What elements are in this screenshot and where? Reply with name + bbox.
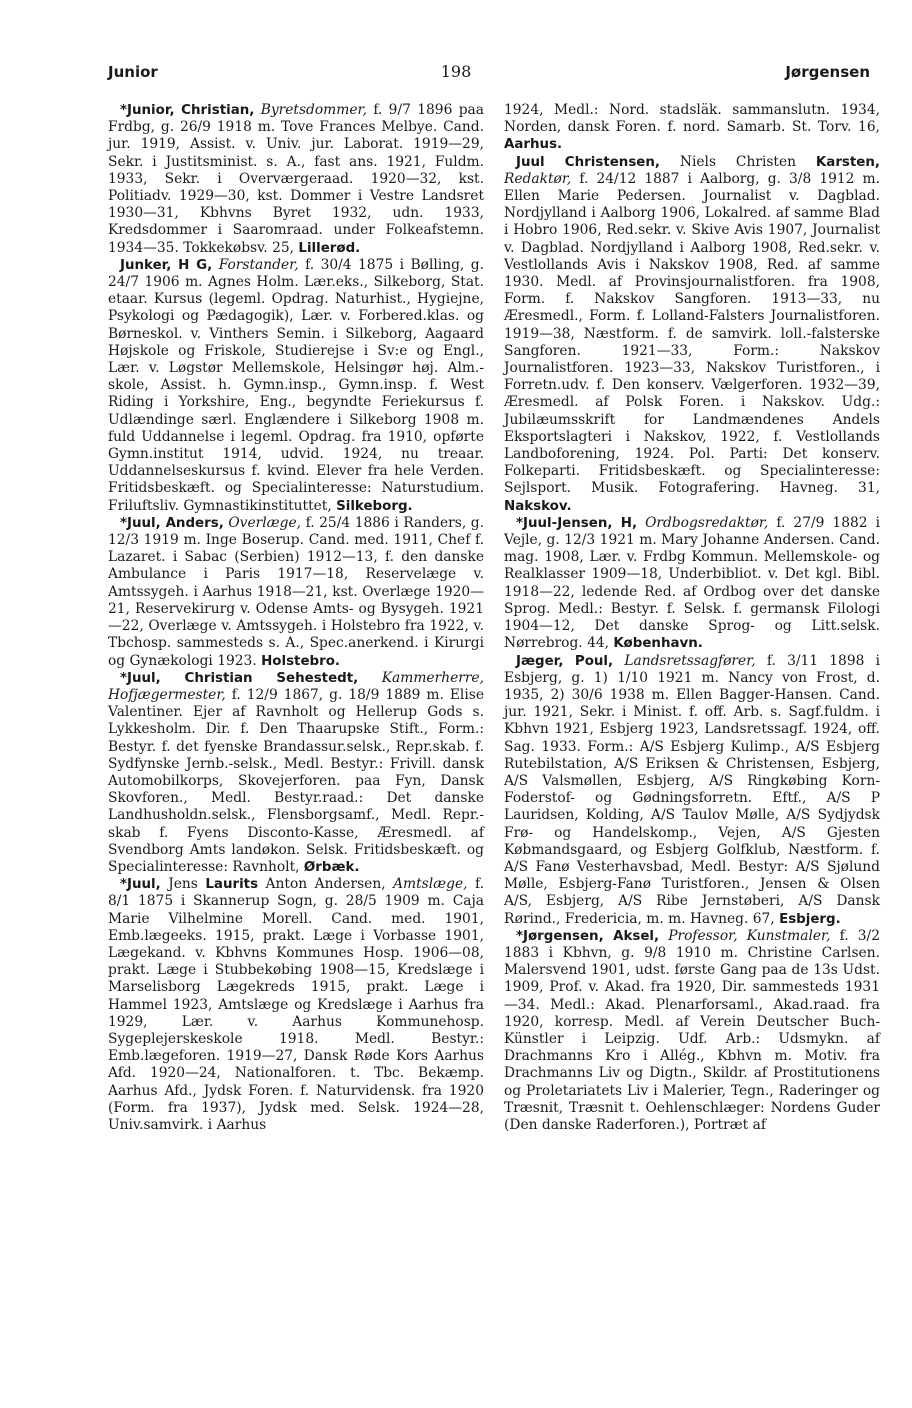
entry-text: Jens	[160, 876, 206, 893]
entry-juul-jens-laurits	[108, 876, 484, 1134]
entry-text-2: Anton Andersen,	[258, 876, 394, 893]
running-head-left: Junior	[108, 63, 158, 81]
entry-text: f. 12/9 1867, g. 18/9 1889 m. Elise Valentiner. Ejer af Ravnholt og Hellerup Gods s. Lykkesholm. Dir. f. Den Thaarupske Stift., Form.: Bestyr. f. det fyenske Brandassur.selsk., Repr.skab. f. Sydfynske Jernb.-selsk., Medl. Bestyr.: Frivill. dansk Automobilkorps, Skovejerforen. paa Fyn, Dansk Skovforen., Medl. Bestyr.raad.: Det danske Landhusholdn.selsk., Flensborgsamf., Medl. Repr.-skab f. Fyens Disconto-Kasse, Æresmedl. af Svendborg Amts landøkon. Selsk. Fritidsbeskæft. og Specialinteresse: Ravnholt,	[108, 686, 484, 875]
entry-name: *Juul,	[120, 877, 161, 893]
entry-juul-anders	[108, 515, 484, 670]
entry-jorgensen-aksel	[504, 928, 880, 1134]
entry-title: Byretsdommer,	[260, 102, 367, 118]
entry-city: Esbjerg.	[779, 911, 841, 927]
entry-city: Lillerød.	[298, 240, 361, 256]
entry-text-2: f. 24/12 1887 i Aalborg, g. 3/8 1912 m. Ellen Marie Pedersen. Journalist v. Dagblad. Nordjylland i Aalborg 1906, Lokalred. af samme Blad i Hobro 1906, Red.sekr. v. Skive Avis 1907, Journalist v. Dagblad. Nordjylland i Aalborg 1908, Red.sekr. v. Vestlollands Avis i Nakskov 1908, Red. af samme 1930. Medl. af Provinsjournalistforen. fra 1908, Form. f. Nakskov Sangforen. 1913—33, nu Æresmedl., Form. f. Lolland-Falsters Journalistforen. 1919—38, Næstform. f. de samvirk. loll.-falsterske Sangforen. 1921—33, Form.: Nakskov Journalistforen. 1923—33, Nakskov Turistforen., i Forretn.udv. f. Den konserv. Vælgerforen. 1932—39, Æresmedl. af Polsk Foren. i Nakskov. Udg.: Jubilæumsskrift for Landmændenes Andels Eksportslagteri i Nakskov, 1922, f. Vestlollands Landboforening, 1924. Pol. Parti: Det konserv. Folkeparti. Fritidsbeskæft. og Specialinteresse: Sejlsport. Musik. Fotografering. Havneg. 31,	[504, 170, 880, 497]
entry-title: Landsretssagfører,	[624, 652, 756, 669]
running-head-right: Jørgensen	[785, 63, 870, 81]
entry-text: f. 27/9 1882 i Vejle, g. 12/3 1921 m. Mary Johanne Andersen. Cand. mag. 1908, Lær. v. Frdbg Kommun. Mellemskole- og Realklasser 1909—18, Underbibliot. v. Det kgl. Bibl. 1918—22, ledende Red. af Ordbog over det danske Sprog. Medl.: Bestyr. f. Selsk. f. germansk Filologi 1904—12, Det danske Sprog- og Litt.selsk. Nørrebrog. 44,	[504, 514, 880, 652]
entry-text: f. 9/7 1896 paa Frdbg, g. 26/9 1918 m. Tove Frances Melbye. Cand. jur. 1919, Assist. v. Univ. jur. Laborat. 1919—29, Sekr. i Justitsminist. s. A., fast ans. 1921, Fuldm. 1933, Sekr. i Overværgeraad. 1920—32, kst. Politiadv. 1929—30, kst. Dommer i Vestre Landsret 1930—31, Kbhvns Byret 1932, udn. 1933, Kredsdommer i Saaromraad. under Folkeafstemn. 1934—35. Tokkekøbsv. 25,	[108, 102, 484, 256]
entry-title: Forstander,	[218, 256, 299, 273]
entry-text: f. 30/4 1875 i Bølling, g. 24/7 1906 m. Agnes Holm. Lær.eks., Silkeborg, Stat. etaar. Kursus (legeml. Opdrag. Naturhist., Hygiejne, Psykologi og Pædagogik), Lær. v. Forbered.klas. og Børneskol. v. Vinthers Semin. i Silkeborg, Aagaard Højskole og Friskole, Studierejse i Sv:e og Engl., Lær. v. Løgstør Mellemskole, Helsingør høj. Alm.-skole, Assist. h. Gymn.insp., Gymn.insp. f. West Riding i Yorkshire, Eng., begyndte Feriekursus f. Udlændinge særl. Englændere i Silkeborg 1908 m. fuld Uddannelse i legeml. Opdrag. fra 1910, opførte Gymn.institut 1914, udvid. 1924, nu treaar. Uddannelseskursus f. kvind. Elever fra hele Verden. Fritidsbeskæft. og Specialinteresse: Naturstudium. Friluftsliv. Gymnastikinstituttet,	[108, 256, 484, 514]
entry-text: Niels Christen	[660, 153, 816, 170]
left-column	[108, 102, 484, 1134]
entry-continuation	[504, 102, 880, 154]
entry-title: Ordbogsredaktør,	[645, 514, 769, 531]
entry-text: 1924, Medl.: Nord. stadsläk. sammanslutn. 1934, Norden, dansk Foren. f. nord. Samarb. St. Torv. 16,	[504, 102, 880, 136]
entry-city: Nakskov.	[504, 498, 572, 514]
entry-name: *Junior, Christian,	[120, 103, 255, 118]
entry-city: Holstebro.	[261, 653, 341, 669]
entry-name: *Juul, Anders,	[120, 515, 224, 531]
entry-name-2: Laurits	[205, 877, 259, 893]
entry-title: Professor, Kunstmaler,	[668, 927, 831, 944]
entry-name-2: Karsten,	[815, 154, 880, 170]
entry-title: Redaktør,	[504, 170, 572, 187]
entry-name: Jæger, Poul,	[516, 653, 614, 669]
entry-city: Aarhus.	[504, 137, 563, 153]
entry-name: Junker, H G,	[120, 257, 213, 273]
entry-city: Silkeborg.	[336, 498, 413, 514]
entry-city: København.	[613, 636, 703, 652]
entry-juul-christensen	[504, 154, 880, 515]
page-number: 198	[440, 62, 472, 81]
entry-name: *Juul-Jensen, H,	[516, 515, 638, 531]
entry-text: f. 3/2 1883 i Kbhvn, g. 9/8 1910 m. Christine Carlsen. Malersvend 1901, udst. første Gang paa de 13s Udst. 1909, Prof. v. Akad. fra 1920, Dir. sammesteds 1931—34. Medl.: Akad. Plenarforsaml., Akad.raad. fra 1920, korresp. Medl. af Verein Deutscher Buch-Künstler i Leipzig. Udf. Arb.: Udsmykn. af Drachmanns Kro i Allég., Kbhvn m. Motiv. fra Drachmanns Liv og Digtn., Skildr. af Prostitutionens og Proletariatets Liv i Malerier, Tegn., Raderinger og Træsnit, Træsnit t. Oehlenschlæger: Nordens Guder (Den danske Raderforen.), Portræt af	[504, 927, 880, 1133]
right-column	[504, 102, 880, 1134]
entry-title: Amtslæge,	[393, 876, 468, 893]
entry-title: Kammerherre, Hofjægermester,	[108, 669, 484, 703]
entry-name: *Jørgensen, Aksel,	[516, 928, 660, 944]
entry-juul-jensen	[504, 515, 880, 653]
entry-title: Overlæge,	[228, 514, 302, 531]
entry-text: f. 3/11 1898 i Esbjerg, g. 1) 1/10 1921 m. Nancy von Frost, d. 1935, 2) 30/6 1938 m. Ellen Bagger-Hansen. Cand. jur. 1921, Sekr. i Minist. f. off. Arb. s. Sagf.fuldm. i Kbhvn 1921, Esbjerg 1923, Landsretssagf. 1924, off. Sag. 1933. Form.: A/S Esbjerg Kulimp., A/S Esbjerg Rutebilstation, A/S Eriksen & Christensen, Esbjerg, A/S Valsmøllen, Esbjerg, A/S Ringkøbing Korn-Foderstof- og Gødningsforretn. Eftf., A/S P Lauridsen, Kolding, A/S Taulov Mølle, A/S Sydjydsk Frø- og Handelskomp., Vejen, A/S Gjesten Købmandsgaard, og Esbjerg Golfklub, Næstform. f. A/S Fanø Vesterhavsbad, Medl. Bestyr: A/S Sjølund Mølle, Esbjerg-Fanø Turistforen., Jensen & Olsen A/S, Esbjerg, A/S Ribe Jernstøberi, A/S Dansk Rørind., Fredericia, m. m. Havneg. 67,	[504, 652, 880, 927]
entry-jaeger-poul	[504, 653, 880, 928]
entry-name: Juul Christensen,	[516, 154, 661, 170]
entry-text-3: f. 8/1 1875 i Skannerup Sogn, g. 28/5 1909 m. Caja Marie Vilhelmine Morell. Cand. med. 1901, Emb.lægeeks. 1915, prakt. Læge i Vorbasse 1901, Lægekand. v. Kbhvns Kommunes Hosp. 1906—08, prakt. Læge i Stubbekøbing 1908—15, Kredslæge i Marselisborg Lægekreds 1915, prakt. Læge i Hammel 1923, Amtslæge og Kredslæge i Aarhus fra 1929, Lær. v. Aarhus Kommunehosp. Sygeplejerskeskole 1918. Medl. Bestyr.: Emb.lægeforen. 1919—27, Dansk Røde Kors Aarhus Afd. 1920—24, Nationalforen. t. Tbc. Bekæmp. Aarhus Afd., Jydsk Foren. f. Naturvidensk. fra 1920 (Form. fra 1937), Jydsk med. Selsk. 1924—28, Univ.samvirk. i Aarhus	[108, 876, 485, 1133]
entry-junker-hg	[108, 257, 484, 515]
entry-junior-christian	[108, 102, 484, 257]
entry-city: Ørbæk.	[303, 859, 360, 875]
entry-juul-christian-sehestedt	[108, 670, 484, 876]
entry-name: *Juul, Christian Sehestedt,	[120, 670, 359, 686]
entry-text: f. 25/4 1886 i Randers, g. 12/3 1919 m. Inge Boserup. Cand. med. 1911, Chef f. Lazaret. i Sabac (Serbien) 1912—13, f. den danske Ambulance i Paris 1917—18, Reservelæge v. Amtssygeh. i Aarhus 1918—21, kst. Overlæge 1920—21, Reservekirurg v. Odense Amts- og Bysygeh. 1921—22, Overlæge v. Amtssygeh. i Holstebro fra 1922, v. Tbchosp. sammesteds s. A., Spec.anerkend. i Kirurgi og Gynækologi 1923.	[108, 514, 484, 669]
